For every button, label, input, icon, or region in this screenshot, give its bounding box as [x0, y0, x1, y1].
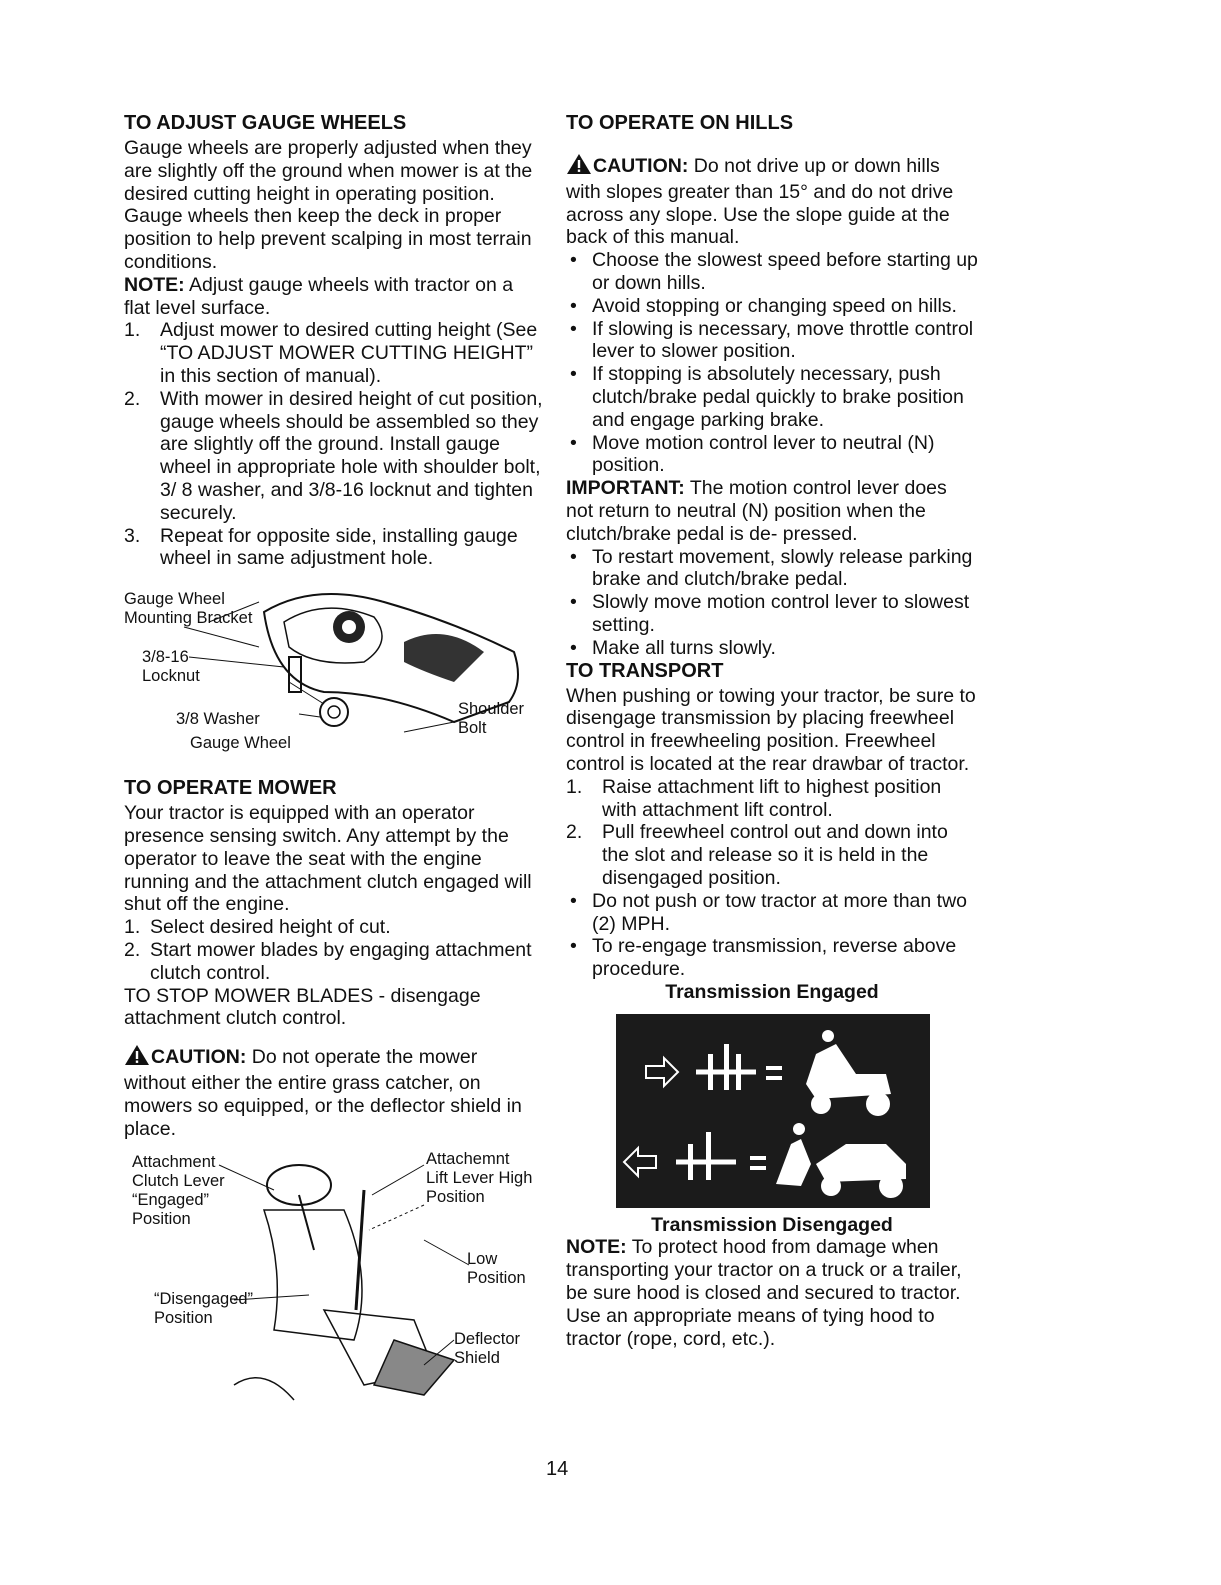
- left-column: [124, 112, 544, 1405]
- step-text: Select desired height of cut.: [150, 916, 391, 939]
- list-item: • If stopping is absolutely necessary, push clutch/brake pedal quickly to brake position and engage parking brake.: [566, 363, 978, 431]
- list-item: [124, 939, 544, 985]
- note-label: NOTE:: [566, 1236, 627, 1259]
- list-item: • Avoid stopping or changing speed on hills.: [566, 295, 978, 318]
- hills-bullets: [566, 249, 978, 477]
- note-text: Adjust gauge wheels with tractor on a flat level surface.: [124, 273, 514, 319]
- hills-caution: [566, 153, 978, 249]
- label-clutch-engaged: Attachment Clutch Lever “Engaged” Position: [132, 1153, 225, 1229]
- label-mounting-bracket: Gauge Wheel Mounting Bracket: [124, 590, 253, 628]
- caution-triangle-icon: [124, 1044, 150, 1072]
- label-gauge-wheel: Gauge Wheel: [190, 734, 291, 753]
- right-column: [566, 112, 978, 1350]
- transport-text: When pushing or towing your tractor, be sure to disengage transmission by placing freewheel control in freewheeling position. Freewheel control is located at the rear drawbar of tractor.: [566, 684, 976, 775]
- gauge-steps: [124, 319, 544, 570]
- note-text: To protect hood from damage when transporting your tractor on a truck or a trailer, be sure hood is closed and secured to tractor. Use an appropriate means of tying hood to tractor (rope, cord, etc.).: [566, 1236, 962, 1350]
- transmission-decal: [616, 1014, 930, 1208]
- list-item: • Move motion control lever to neutral (N) position.: [566, 432, 978, 478]
- step-number: 2.: [566, 821, 583, 844]
- important-text: The motion control lever does not return to neutral (N) position when the clutch/brake pedal is de- pressed.: [566, 477, 947, 545]
- restart-bullets: [566, 546, 978, 660]
- step-text: Adjust mower to desired cutting height (See “TO ADJUST MOWER CUTTING HEIGHT” in this section of manual).: [160, 319, 538, 387]
- step-text: Pull freewheel control out and down into the slot and release so it is held in the disengaged position.: [602, 821, 948, 889]
- caution-text: Do not operate the mower without either the entire grass catcher, on mowers so equipped, or the deflector shield in place.: [124, 1046, 522, 1140]
- list-item: • Choose the slowest speed before starting up or down hills.: [566, 249, 978, 295]
- list-item: [566, 821, 978, 889]
- step-number: 1.: [124, 916, 141, 939]
- label-lift-high: Attachemnt Lift Lever High Position: [426, 1150, 533, 1207]
- transport-heading: TO TRANSPORT: [566, 659, 724, 682]
- step-number: 1.: [566, 775, 583, 798]
- list-item: • Slowly move motion control lever to slowest setting.: [566, 591, 978, 637]
- operate-steps: [124, 916, 544, 984]
- list-item: [124, 525, 544, 571]
- list-item: • Do not push or tow tractor at more than two (2) MPH.: [566, 890, 978, 936]
- note-label: NOTE:: [124, 273, 185, 296]
- gauge-note: [124, 274, 544, 320]
- step-number: 1.: [124, 319, 141, 342]
- list-item: • To re-engage transmission, reverse above procedure.: [566, 935, 978, 981]
- list-item: [124, 916, 544, 939]
- hills-heading: TO OPERATE ON HILLS: [566, 112, 794, 134]
- label-shoulder-bolt: Shoulder Bolt: [458, 700, 525, 738]
- list-item: • If slowing is necessary, move throttle control lever to slower position.: [566, 318, 978, 364]
- operate-mower-text: Your tractor is equipped with an operator presence sensing switch. Any attempt by the operator to leave the seat with the engine running and the attachment clutch engaged will shut off the engine.: [124, 802, 532, 916]
- label-locknut: 3/8-16 Locknut: [142, 648, 200, 686]
- label-disengaged: “Disengaged” Position: [154, 1290, 254, 1328]
- list-item: [124, 319, 544, 387]
- stop-blades-text: TO STOP MOWER BLADES - disengage attachment clutch control.: [124, 984, 481, 1030]
- step-number: 2.: [124, 938, 141, 961]
- list-item: [124, 388, 544, 525]
- page-number: 14: [546, 1458, 569, 1480]
- operate-mower-heading: TO OPERATE MOWER: [124, 777, 337, 800]
- transmission-engaged-caption: Transmission Engaged: [665, 980, 879, 1003]
- caution-text: Do not drive up or down hills with slopes greater than 15° and do not drive across any slope. Use the slope guide at the back of this manual.: [566, 155, 954, 249]
- list-item: [566, 776, 978, 822]
- caution-label: CAUTION:: [151, 1046, 247, 1069]
- caution-triangle-icon: [566, 153, 592, 181]
- list-item: • Make all turns slowly.: [566, 637, 978, 660]
- transmission-disengaged-caption: Transmission Disengaged: [651, 1213, 893, 1236]
- list-item: • To restart movement, slowly release parking brake and clutch/brake pedal.: [566, 546, 978, 592]
- gauge-wheels-intro: Gauge wheels are properly adjusted when they are slightly off the ground when mower is at the desired cutting height in operating position. Gauge wheels then keep the deck in proper position to help prevent scalping in most terrain conditions.: [124, 137, 533, 273]
- caution-block: [124, 1044, 544, 1140]
- transport-bullets: [566, 890, 978, 981]
- important-label: IMPORTANT:: [566, 477, 685, 500]
- label-low-position: Low Position: [467, 1250, 526, 1288]
- important-note: [566, 477, 978, 545]
- step-text: With mower in desired height of cut position, gauge wheels should be assembled so they are slightly off the ground. Install gauge wheel in appropriate hole with shoulder bolt, 3/ 8 washer, and 3/8-16 locknut and tighten securely.: [160, 387, 543, 524]
- step-text: Repeat for opposite side, installing gauge wheel in same adjustment hole.: [160, 524, 518, 570]
- label-deflector-shield: Deflector Shield: [454, 1330, 521, 1368]
- label-washer: 3/8 Washer: [176, 710, 260, 729]
- step-text: Raise attachment lift to highest position with attachment lift control.: [602, 775, 942, 821]
- transport-steps: [566, 776, 978, 890]
- hood-note: [566, 1236, 978, 1350]
- attachment-lever-figure: [124, 1150, 544, 1405]
- caution-label: CAUTION:: [593, 155, 689, 177]
- step-number: 2.: [124, 387, 141, 410]
- transmission-decal-icon: [616, 1014, 930, 1208]
- step-number: 3.: [124, 524, 141, 547]
- step-text: Start mower blades by engaging attachment clutch control.: [150, 938, 532, 984]
- gauge-wheels-heading: TO ADJUST GAUGE WHEELS: [124, 112, 407, 134]
- gauge-wheel-figure: [124, 572, 544, 777]
